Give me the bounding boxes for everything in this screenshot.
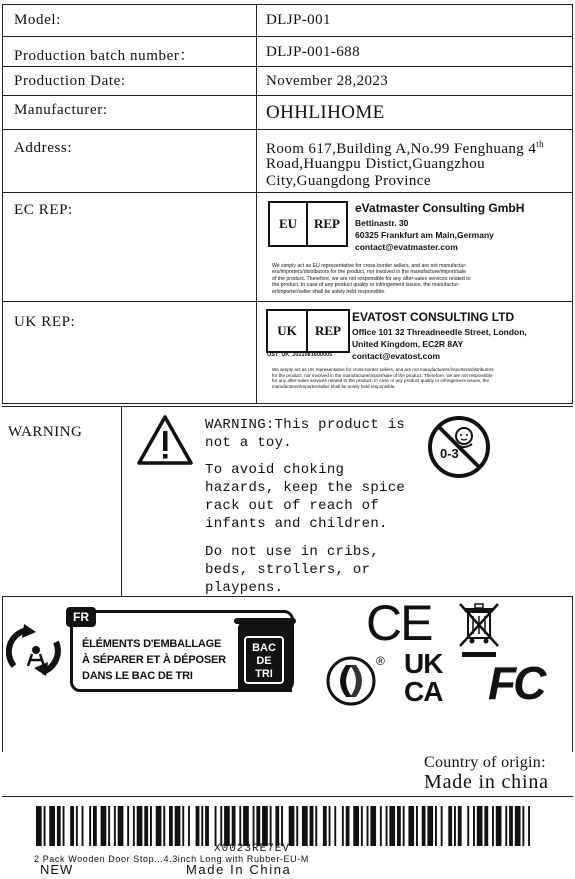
barcode-bar	[334, 806, 336, 846]
barcode-bar	[329, 806, 331, 846]
barcode-bar	[144, 806, 148, 846]
origin-bottom-line	[2, 796, 573, 797]
fcc-mark: FC	[488, 657, 544, 709]
row-line	[2, 66, 573, 67]
barcode-bar	[522, 806, 524, 846]
barcode-description: 2 Pack Wooden Door Stop...4.3inch Long with Rubber-EU-M	[34, 854, 309, 864]
barcode-bar	[397, 806, 401, 846]
address-line-3: City,Guangdong Province	[266, 173, 431, 189]
uk-note-line: for the product, nor involved in the manufacture/import/sale of the product. Therefore, we are not responsible	[272, 372, 493, 378]
barcode-bar	[133, 806, 135, 846]
uk-rep-badge	[266, 309, 350, 353]
barcode-bar	[239, 806, 241, 846]
barcode-bar	[435, 806, 437, 846]
warning-top-line	[2, 406, 573, 407]
row-line	[2, 95, 573, 96]
left-edge-line	[2, 596, 3, 752]
barcode-bar	[367, 806, 369, 846]
barcode-bar	[57, 806, 61, 846]
barcode-bar	[175, 806, 181, 846]
barcode-bar	[220, 806, 222, 846]
row-line	[2, 192, 573, 193]
barcode-bar	[427, 806, 433, 846]
ec-note-line: er/importer/seller shall be solely held responsible.	[272, 288, 386, 295]
warning-label: WARNING	[8, 424, 83, 440]
barcode-bar	[169, 806, 173, 846]
barcode-bar	[243, 806, 249, 846]
address-text: Room 617,Building A,No.99 Fenghuang 4	[266, 141, 537, 157]
warning-crib-text	[205, 543, 379, 597]
uk-rep-note	[272, 367, 570, 389]
barcode-bar	[515, 806, 521, 846]
model-label: Model:	[14, 12, 61, 28]
row-line	[2, 129, 573, 130]
ukca-top: UK	[404, 648, 443, 679]
row-line	[2, 301, 573, 302]
barcode-bar	[289, 806, 295, 846]
ukca-bottom: CA	[404, 676, 443, 707]
barcode-bar	[63, 806, 65, 846]
manufacturer-value: OHHLIHOME	[266, 102, 385, 123]
barcode-bar	[163, 806, 165, 846]
barcode-bar	[370, 806, 376, 846]
barcode-bar	[196, 806, 200, 846]
batch-label: Production batch number：	[14, 48, 196, 64]
barcode-bar	[156, 806, 162, 846]
barcode-bar	[505, 806, 507, 846]
barcode-bar	[101, 806, 107, 846]
barcode-bar	[467, 806, 469, 846]
uk-note-line: for any after-sales services related to the product. In case of any product quality or infringement issues, the	[272, 378, 490, 384]
warning-triangle-icon	[136, 414, 194, 466]
model-value: DLJP-001	[266, 12, 331, 28]
manufacturer-label: Manufacturer:	[14, 102, 108, 118]
address-superscript: th	[536, 139, 545, 149]
warning-text-line: beds, strollers, or	[205, 562, 371, 578]
barcode-made-in: Made In China	[186, 862, 292, 877]
ec-note-line: We simply act as EU representative for cross-border sellers, and are not manufactur-	[272, 263, 467, 269]
uk-rep-badge-rep: REP	[315, 323, 341, 338]
ec-rep-badge	[268, 201, 348, 247]
ec-rep-badge-rep: REP	[314, 216, 340, 231]
barcode-bar	[528, 806, 530, 846]
ec-rep-address-2: 60325 Frankfurt am Main,Germany	[355, 230, 494, 240]
barcode-bar	[496, 806, 502, 846]
fr-text-line: ÉLÉMENTS D'EMBALLAGE	[82, 638, 222, 650]
uk-rep-label: UK REP:	[14, 314, 76, 330]
warning-line-2: not a toy.	[205, 435, 293, 451]
barcode-bar	[70, 806, 74, 846]
barcode-bar	[403, 806, 405, 846]
barcode-bar	[253, 806, 255, 846]
barcode-image	[36, 806, 530, 846]
barcode-bar	[353, 806, 359, 846]
address-line-2: Road,Huangpu Distict,Guangzhou	[266, 156, 486, 172]
ec-rep-company: eVatmaster Consulting GmbH	[355, 201, 525, 215]
warning-divider	[121, 406, 122, 596]
barcode-bar	[137, 806, 143, 846]
uk-rep-badge-uk: UK	[268, 311, 308, 351]
barcode-bar	[416, 806, 418, 846]
barcode-bar	[275, 806, 279, 846]
barcode-bar	[477, 806, 483, 846]
fr-tag: FR	[66, 607, 96, 627]
barcode-bar	[49, 806, 55, 846]
barcode-code: X0023RE7EV	[214, 843, 291, 855]
barcode-bar	[93, 806, 97, 846]
warning-text-line: playpens.	[205, 580, 284, 596]
barcode-bar	[224, 806, 230, 846]
bin-text-line: TRI	[255, 668, 273, 680]
date-value: November 28,2023	[266, 73, 389, 89]
barcode-bar	[509, 806, 513, 846]
uk-rep-email: contact@evatost.com	[352, 351, 441, 361]
fr-text-line: À SÉPARER ET À DÉPOSER	[82, 654, 226, 666]
barcode-bar	[150, 806, 152, 846]
barcode-bar	[215, 806, 217, 846]
sorting-bin-lid	[234, 618, 296, 624]
origin-value: Made in china	[424, 771, 549, 793]
barcode-bar	[114, 806, 116, 846]
warning-text-line: Do not use in cribs,	[205, 544, 380, 560]
barcode-bar	[408, 806, 414, 846]
fr-text-line: DANS LE BAC DE TRI	[82, 670, 193, 682]
uk-rep-company: EVATOST CONSULTING LTD	[352, 310, 515, 324]
uk-note-line: We simply act as UK representative for cross-border sellers, and are not manufacturers/importers/distributors	[272, 367, 494, 372]
warning-text-line: infants and children.	[205, 516, 388, 532]
ce-mark: CE	[366, 595, 432, 651]
barcode-bar	[232, 806, 236, 846]
date-label: Production Date:	[14, 73, 126, 89]
barcode-bar	[256, 806, 260, 846]
barcode-bar	[302, 806, 308, 846]
barcode-bar	[89, 806, 91, 846]
warning-text-line: hazards, keep the spice	[205, 480, 406, 496]
ec-rep-label: EC REP:	[14, 202, 73, 218]
ec-note-line: of the product. Therefore, we are not responsible for any after-sales services related to	[272, 275, 471, 282]
barcode-bar	[281, 806, 283, 846]
barcode-bar	[473, 806, 475, 846]
barcode-bar	[36, 806, 42, 846]
barcode-bar	[361, 806, 363, 846]
barcode-bar	[188, 806, 190, 846]
uk-rep-code: OST_UK_2021081600005	[267, 352, 333, 358]
weee-crossed-bin-icon	[456, 600, 502, 654]
address-label: Address:	[14, 140, 73, 156]
warning-text-line: To avoid choking	[205, 462, 345, 478]
barcode-bar	[441, 806, 443, 846]
uk-note-line: manufacturer/importer/seller shall be solely held responsible.	[272, 383, 396, 389]
barcode-bar	[448, 806, 452, 846]
barcode-bar	[262, 806, 268, 846]
barcode-bar	[458, 806, 462, 846]
barcode-bar	[389, 806, 395, 846]
barcode-bar	[342, 806, 344, 846]
barcode-bar	[422, 806, 426, 846]
barcode-bar	[76, 806, 78, 846]
ec-rep-email: contact@evatmaster.com	[355, 242, 458, 252]
ec-rep-badge-eu: EU	[270, 203, 308, 245]
ec-rep-address-1: Bettinastr. 30	[355, 218, 409, 228]
barcode-bar	[270, 806, 272, 846]
fr-sorting-text	[82, 636, 226, 684]
warning-text-line: rack out of reach of	[205, 498, 380, 514]
ec-note-line: the product. In case of any product quality or infringement issues, the manufactur-	[272, 282, 460, 289]
age-badge-text: 0-3	[440, 446, 459, 461]
barcode-bar	[315, 806, 317, 846]
barcode-bar	[82, 806, 84, 846]
bin-text-line: BAC	[252, 642, 276, 654]
barcode-bar	[205, 806, 209, 846]
bin-text-line: DE	[256, 655, 272, 667]
uk-rep-address-2: United Kingdom, EC2R 8AY	[352, 339, 464, 349]
right-edge-line	[572, 596, 573, 752]
barcode-bar	[296, 806, 298, 846]
barcode-bar	[118, 806, 124, 846]
warning-choking-text	[205, 461, 405, 533]
barcode-bar	[484, 806, 488, 846]
ec-note-line: ers/importers/distributors for the product, nor involved in the manufacture/import/sale	[272, 269, 467, 276]
barcode-bar	[201, 806, 203, 846]
batch-value: DLJP-001-688	[266, 44, 360, 60]
sorting-bin-text	[244, 636, 284, 684]
barcode-bar	[108, 806, 110, 846]
not-for-children-0-3-icon	[426, 414, 492, 480]
triman-recycle-icon	[6, 622, 64, 678]
barcode-bar	[492, 806, 494, 846]
table-divider	[256, 4, 257, 404]
barcode-bar	[127, 806, 129, 846]
barcode-bar	[454, 806, 456, 846]
barcode-bar	[386, 806, 388, 846]
barcode-bar	[323, 806, 327, 846]
warning-line-1: WARNING:This product is	[205, 417, 406, 433]
barcode-bar	[182, 806, 184, 846]
ec-rep-note	[272, 263, 568, 295]
barcode-condition: NEW	[40, 862, 74, 877]
row-line	[2, 36, 573, 37]
green-dot-icon	[326, 656, 376, 706]
barcode-bar	[346, 806, 350, 846]
barcode-bar	[380, 806, 382, 846]
barcode-bar	[44, 806, 46, 846]
registered-mark: ®	[376, 654, 385, 668]
origin-label: Country of origin:	[424, 754, 546, 771]
uk-rep-address-1: Office 101 32 Threadneedle Street, London,	[352, 327, 527, 337]
barcode-bar	[310, 806, 314, 846]
